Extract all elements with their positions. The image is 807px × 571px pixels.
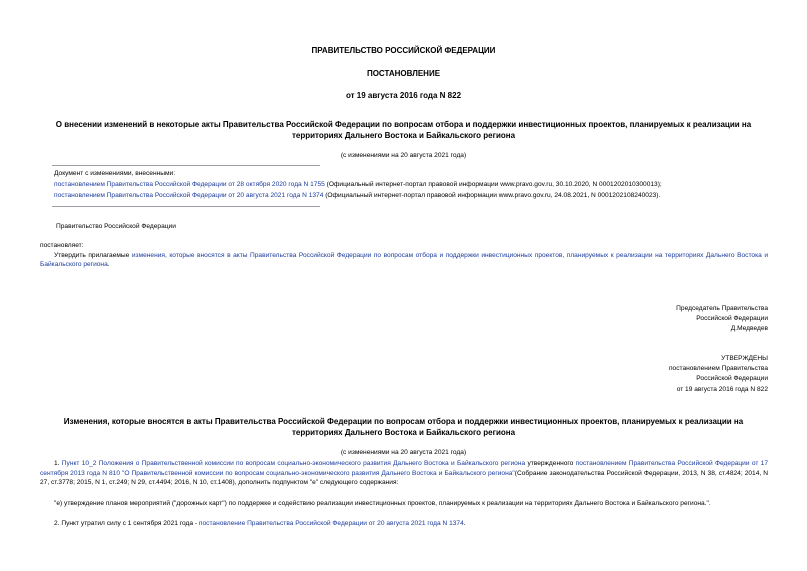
- approved-block: [500, 354, 768, 395]
- doc-edition: (с изменениями на 20 августа 2021 года): [340, 152, 467, 159]
- approved-date: от 19 августа 2016 года N 822: [676, 385, 768, 393]
- approve-text-start: Утвердить прилагаемые: [54, 252, 132, 259]
- amendment-link-1[interactable]: постановлением Правительства Российской Федерации от 28 октября 2020 года N 1755: [54, 181, 325, 188]
- amendments-heading: Документ с изменениями, внесенными:: [54, 170, 176, 177]
- approved-heading: УТВЕРЖДЕНЫ: [721, 355, 768, 362]
- signature-name: Д.Медведев: [730, 325, 768, 333]
- changes-title: Изменения, которые вносятся в акты Правительства Российской Федерации по вопросам отбора и поддержки инвестиционных проектов, планируемых к реализации на территориях Дальнего Востока и Байкальского региона: [63, 417, 744, 437]
- signature-block: [500, 304, 768, 335]
- p1-number: 1.: [54, 460, 62, 467]
- government-line: Правительство Российской Федерации: [56, 223, 176, 230]
- p2-link[interactable]: постановление Правительства Российской Федерации от 20 августа 2021 года N 1374: [198, 520, 464, 527]
- p1-end: (Собрание законодательства Российской Федерации, 2013, N 38, ст.4824; 2014, N 27, ст.3778; 2015, N 1, ст.249; N 29, ст.4494; 2016, N 10, ст.1408), дополнить подпунктом "е" следующего содержания:: [40, 469, 768, 487]
- approve-text-end: .: [107, 260, 110, 268]
- amendment-source-1: (Официальный интернет-портал правовой информации www.pravo.gov.ru, 30.10.2020, N 0001202010300013);: [324, 181, 662, 188]
- p1-mid: утвержденного: [525, 460, 576, 467]
- signature-country: Российской Федерации: [696, 315, 768, 323]
- approved-by: постановлением Правительства: [668, 365, 768, 373]
- doc-title: О внесении изменений в некоторые акты Правительства Российской Федерации по вопросам отбора и поддержки инвестиционных проектов, планируемых к реализации на территориях Дальнего Востока и Байкальского региона: [55, 120, 752, 140]
- changes-edition: (с изменениями на 20 августа 2021 года): [340, 449, 467, 456]
- changes-quote: "е) утверждение планов мероприятий ("дорожных карт") по поддержке и содействию реализации инвестиционных проектов, планируемых к реализации на территориях Дальнего Востока и Байкальского региона.".: [54, 500, 711, 507]
- amendments-bottom-divider: [52, 206, 320, 207]
- changes-paragraph-1: [40, 459, 768, 488]
- government-heading: ПРАВИТЕЛЬСТВО РОССИЙСКОЙ ФЕДЕРАЦИИ: [311, 46, 496, 55]
- changes-paragraph-2: [54, 520, 768, 529]
- p1-link-clause[interactable]: Пункт 10_2 Положения о Правительственной комиссии по вопросам социально-экономического развития Дальнего Востока и Байкальского региона: [61, 460, 526, 467]
- amendment-item-1: [54, 181, 774, 190]
- p2-start: 2. Пункт утратил силу с 1 сентября 2021 года -: [54, 520, 199, 527]
- approve-link[interactable]: изменения, которые вносятся в акты Правительства Российской Федерации по вопросам отбора и поддержки инвестиционных проектов, планируемых к реализации на территориях Дальнего Востока и Байкальского региона: [40, 252, 768, 268]
- amendment-source-2: (Официальный интернет-портал правовой информации www.pravo.gov.ru, 24.08.2021, N 0001202108240023).: [323, 192, 661, 199]
- amendment-item-2: [54, 192, 774, 201]
- approve-paragraph: [40, 252, 768, 269]
- amendments-top-divider: [52, 165, 320, 166]
- doc-date-number: от 19 августа 2016 года N 822: [345, 91, 462, 100]
- p1-link-decree[interactable]: постановлением Правительства Российской Федерации от 17 сентября 2013 года N 810 "О Правительственной комиссии по вопросам социально-экономического развития Дальнего Востока и Байкальского региона": [40, 460, 769, 477]
- signature-title: Председатель Правительства: [676, 305, 768, 312]
- approved-country: Российской Федерации: [696, 375, 768, 383]
- decrees-word: постановляет:: [40, 242, 84, 249]
- p2-end: .: [463, 520, 466, 527]
- amendment-link-2[interactable]: постановлением Правительства Российской Федерации от 20 августа 2021 года N 1374: [54, 192, 324, 199]
- doc-type-heading: ПОСТАНОВЛЕНИЕ: [366, 69, 441, 78]
